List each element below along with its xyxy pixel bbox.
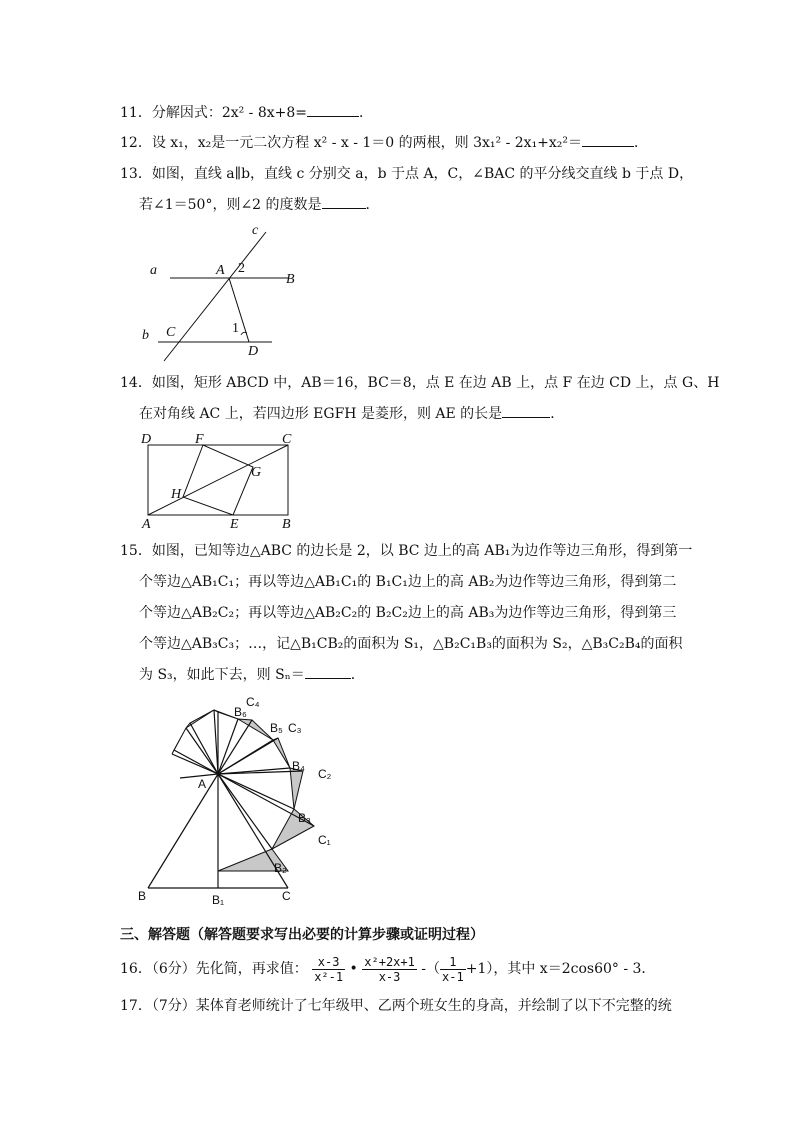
label-B1: B₁ bbox=[212, 893, 225, 907]
label-2: 2 bbox=[238, 261, 245, 276]
label-B: B bbox=[282, 517, 291, 532]
label-F: F bbox=[195, 432, 204, 447]
label-D: D bbox=[141, 432, 152, 447]
label-C: C bbox=[282, 889, 291, 903]
label-B: B bbox=[138, 889, 147, 903]
label-A: A bbox=[216, 263, 225, 278]
label-B5: B₅ bbox=[270, 721, 283, 735]
label-B4: B₄ bbox=[292, 759, 305, 773]
label-1: 1 bbox=[232, 321, 239, 336]
label-C4: C₄ bbox=[246, 695, 260, 709]
answer-blank bbox=[582, 134, 634, 147]
answer-blank bbox=[322, 196, 366, 209]
label-A: A bbox=[142, 517, 151, 532]
figure-q15 bbox=[130, 688, 350, 908]
fraction-1: $\frac{x-3}{\text{x²-1}}$ bbox=[314, 954, 344, 984]
label-G: G bbox=[251, 465, 262, 480]
label-H: H bbox=[171, 487, 182, 502]
figure-q13 bbox=[140, 222, 310, 368]
label-B6: B₆ bbox=[234, 705, 247, 719]
label-B: B bbox=[286, 272, 295, 287]
question-14-line1: 14．如图，矩形 ABCD 中，AB＝16，BC＝8，点 E 在边 AB 上，点 F 在边 CD 上，点 G、H bbox=[120, 375, 720, 391]
question-15-line2: 个等边△AB₁C₁；再以等边△AB₁C₁的 B₁C₁边上的高 AB₂为边作等边三角形，得到第二 bbox=[139, 574, 677, 590]
fraction-2: $\frac{\text{x²+2x+1}}{x-3}$ bbox=[364, 954, 415, 984]
label-C: C bbox=[166, 325, 176, 340]
q11-text: 11．分解因式：2x² - 8x+8= bbox=[120, 105, 308, 121]
label-C3: C₃ bbox=[288, 721, 302, 735]
section-heading: 三、解答题（解答题要求写出必要的计算步骤或证明过程） bbox=[120, 927, 484, 943]
question-11: 11．分解因式：2x² - 8x+8= ． bbox=[120, 105, 374, 121]
question-15-line3: 个等边△AB₂C₂；再以等边△AB₂C₂的 B₂C₂边上的高 AB₃为边作等边三角形，得到第三 bbox=[139, 605, 677, 621]
label-E: E bbox=[230, 517, 239, 532]
question-14-line2: 在对角线 AC 上，若四边形 EGFH 是菱形，则 AE 的长是 ． bbox=[139, 406, 565, 422]
q12-text: 12．设 x₁，x₂是一元二次方程 x² - x - 1＝0 的两根，则 3x₁² - 2x₁+x₂²＝ bbox=[120, 135, 583, 151]
question-17: 17．（7分）某体育老师统计了七年级甲、乙两个班女生的身高，并绘制了以下不完整的统 bbox=[120, 998, 672, 1014]
answer-blank bbox=[502, 405, 550, 418]
question-16: 16．（6分）先化简，再求值： $\frac{x-3}{\text{x²-1}}$ • $\frac{\text{x²+2x+1}}{x-3}$ -（ $\frac{1}{x-1}$ +1），其中 x＝2cos60° - 3． bbox=[120, 954, 656, 984]
label-a: a bbox=[150, 263, 157, 278]
question-15-line1: 15．如图，已知等边△ABC 的边长是 2，以 BC 边上的高 AB₁为边作等边三角形，得到第一 bbox=[120, 543, 693, 559]
fraction-3: $\frac{1}{x-1}$ bbox=[442, 954, 464, 984]
question-15-line4: 个等边△AB₃C₃；…，记△B₁CB₂的面积为 S₁，△B₂C₁B₃的面积为 S₂，△B₃C₂B₄的面积 bbox=[139, 636, 683, 652]
question-13-line1: 13．如图，直线 a∥b，直线 c 分别交 a，b 于点 A，C，∠BAC 的平分线交直线 b 于点 D， bbox=[120, 166, 694, 182]
label-c: c bbox=[252, 223, 259, 238]
label-A: A bbox=[198, 777, 207, 791]
answer-blank bbox=[307, 104, 359, 117]
label-B2: B₂ bbox=[274, 861, 287, 875]
question-13-line2: 若∠1＝50°，则∠2 的度数是 ． bbox=[139, 197, 380, 213]
label-b: b bbox=[142, 328, 149, 343]
label-C1: C₁ bbox=[318, 833, 331, 847]
label-C2: C₂ bbox=[318, 767, 332, 781]
question-12: 12．设 x₁，x₂是一元二次方程 x² - x - 1＝0 的两根，则 3x₁² - 2x₁+x₂²＝ ． bbox=[120, 135, 649, 151]
label-C: C bbox=[282, 432, 292, 447]
figure-q14 bbox=[138, 428, 298, 532]
question-15-line5: 为 S₃，如此下去，则 Sₙ＝ ． bbox=[139, 667, 365, 683]
label-D: D bbox=[248, 344, 259, 359]
answer-blank bbox=[305, 666, 351, 679]
label-B3: B₃ bbox=[298, 811, 311, 825]
